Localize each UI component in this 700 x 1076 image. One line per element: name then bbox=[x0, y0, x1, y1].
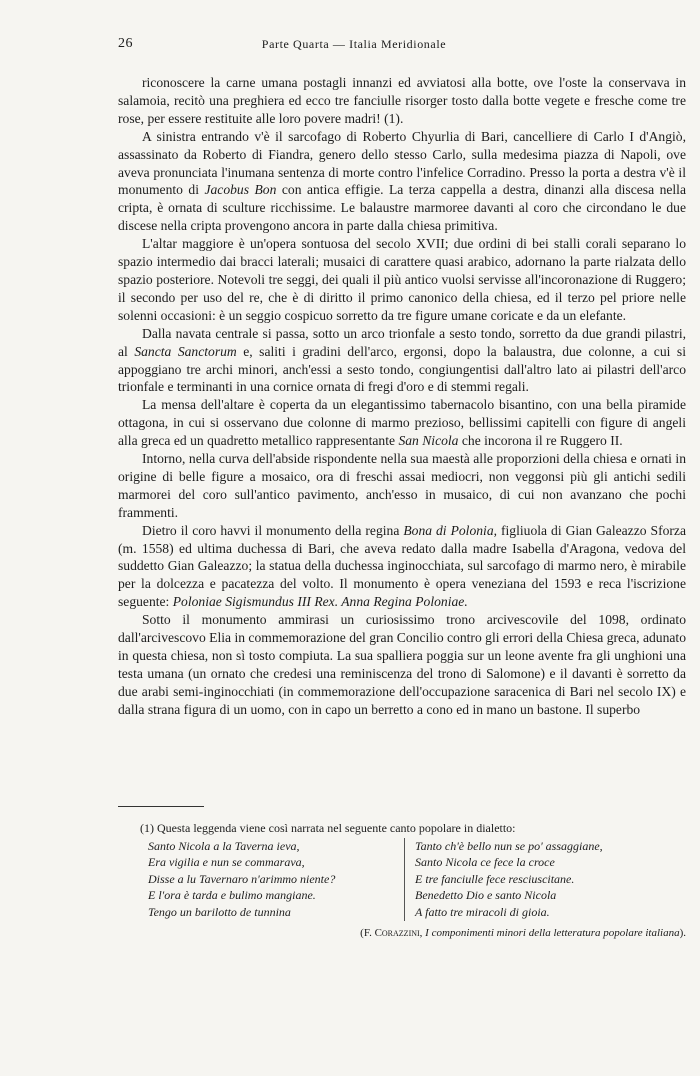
text-run: Dietro il coro havvi il monumento della regina bbox=[142, 522, 404, 538]
poem-line: Disse a lu Tavernaro n'arimmo niente? bbox=[148, 871, 336, 886]
poem-line: A fatto tre miracoli di gioia. bbox=[415, 904, 550, 919]
poem-line: Era vigilia e nun se commarava, bbox=[148, 855, 305, 870]
source-author: F. Corazzini bbox=[363, 926, 420, 939]
body-text bbox=[118, 74, 686, 719]
paragraph bbox=[118, 396, 686, 450]
text-run: e, saliti i gradini dell'arco, ergonsi, dopo la balaustra, due colonne, a cui si appoggiano tre archi minori, anch'essi a sesto tondo, congiungentisi dall'altro lato ai pilastri dell'arco trionfale e terminanti in una cornice ornata di fregi d'oro e di stemmi regali. bbox=[118, 343, 686, 395]
poem-left-column bbox=[118, 838, 388, 921]
poem-line: Benedetto Dio e santo Nicola bbox=[415, 888, 557, 903]
italic-run: San Nicola bbox=[398, 433, 459, 449]
page-header bbox=[118, 36, 590, 52]
paragraph bbox=[118, 611, 686, 718]
paragraph bbox=[118, 450, 686, 522]
source-title: I componimenti minori della letteratura popolare italiana bbox=[425, 926, 680, 939]
text-run: A sinistra entrando v'è il sarcofago di Roberto Chyurlia di Bari, cancelliere di Carlo I d'Angiò, assassinato da Roberto di Fiandra, genero dello stesso Carlo, sulla medesima piazza di Napoli, ove aveva pronunciata l'inumana sentenza di morte contro l'infelice Corradino. Presso la porta a destra v'è il monumento di bbox=[118, 128, 686, 198]
text-run: con antica effigie. La terza cappella a destra, dinanzi alla discesa nella cripta, è ornata di sculture ricchissime. Le balaustre marmoree davanti al coro che circondano le due discese nella cripta provengono ancora in parte dalla chiesa primitiva. bbox=[118, 182, 686, 234]
text-run: Dalla navata centrale si passa, sotto un arco trionfale a sesto tondo, sorretto da due grandi pilastri, al bbox=[118, 325, 686, 359]
poem-line: Santo Nicola ce fece la croce bbox=[415, 855, 555, 870]
footnote-source: (F. Corazzini, I componimenti minori della letteratura popolare italiana). bbox=[360, 926, 686, 939]
text-run: , figliuola di Gian Galeazzo Sforza (m. 1558) ed ultima duchessa di Bari, che aveva redato dalla madre Isabella d'Aragona, vedova del suddetto Gian Galeazzo; la statua della duchessa inginocchiata, sul sarcofago di marmo nero, è mirabile per la dolcezza e pacatezza del volto. Il monumento è opera veneziana del 1593 e reca l'iscrizione seguente: bbox=[118, 522, 687, 610]
text-run: La mensa dell'altare è coperta da un elegantissimo tabernacolo bisantino, con una bella piramide ottagona, in cui si osservano due colonne di marmo prezioso, bellissimi capitelli con figure di angeli alla greca ed un quadretto metallico rappresentante bbox=[118, 397, 686, 449]
poem-line: E l'ora è tarda e bulimo mangiane. bbox=[148, 888, 316, 903]
poem-line: Santo Nicola a la Taverna ieva, bbox=[148, 838, 300, 853]
footnote-intro: (1) Questa leggenda viene così narrata nel seguente canto popolare in dialetto: bbox=[140, 821, 516, 835]
italic-run: Poloniae Sigismundus III Rex. Anna Regina Poloniae. bbox=[172, 594, 468, 610]
dialect-poem bbox=[118, 838, 686, 921]
poem-line: Tanto ch'è bello nun se po' assaggiane, bbox=[415, 838, 603, 853]
text-run: Sotto il monumento ammirasi un curiosissimo trono arcivescovile del 1098, ordinato dall'arcivescovo Elia in commemorazione del gran Concilio contro gli errori della Chiesa greca, adunato in questa chiesa, non sì tosto compiuta. La sua spalliera poggia sur un leone avente fra gli unghioni una testa umana (un ornato che credesi una reminiscenza del trono di Salomone) e il davanti è sorretto da due arabi semi-inginocchiati (in commemorazione dell'occupazione saracenica di Bari nel secolo IX) e dalla strana figura di un uomo, con in capo un berretto a cono ed in mano un bastone. Il superbo bbox=[118, 612, 686, 717]
italic-run: Bona di Polonia bbox=[403, 522, 494, 538]
italic-run: Sancta Sanctorum bbox=[134, 343, 237, 359]
paragraph bbox=[118, 235, 686, 325]
paragraph bbox=[118, 325, 686, 397]
paragraph bbox=[118, 522, 686, 612]
poem-line: Tengo un barilotto de tunnina bbox=[148, 904, 291, 919]
text-run: Intorno, nella curva dell'abside rispondente nella sua maestà alle proporzioni della chiesa e ornati in origine di belle figure a mosaico, ora di freschi assai mediocri, non veggonsi più gli antichi sedili marmorei del coro sull'antico pavimento, anch'esso in musaico, di cui non avanzano che pochi frammenti. bbox=[118, 451, 686, 520]
text-run: L'altar maggiore è un'opera sontuosa del secolo XVII; due ordini di bei stalli corali separano lo spazio intermedio dai bracci laterali; musaici di carattere quasi arabico, adornano la parte rialzata dello spazio posteriore. Notevoli tre seggi, dei quali il più antico vuolsi servisse all'incoronazione di Ruggero; il secondo per uso del re, che è di diritto il primo canonico della chiesa, ed il terzo pel priore nelle solenni occasioni: è un seggio cospicuo sorretto da tre figure umane coricate e da un elefante. bbox=[118, 236, 686, 323]
text-run: riconoscere la carne umana postagli innanzi ed avviatosi alla botte, ove l'oste la conservava in salamoia, recitò una preghiera ed ecco tre fanciulle risorger tosto dalla botte vegete e fresche come tre rose, per essere restituite alle loro povere madri! (1). bbox=[118, 75, 686, 126]
page-number: 26 bbox=[118, 36, 133, 51]
paragraph bbox=[118, 128, 686, 235]
poem-line: E tre fanciulle fece resciuscitane. bbox=[415, 871, 575, 886]
italic-run: Jacobus Bon bbox=[204, 182, 277, 198]
running-title: Parte Quarta — Italia Meridionale bbox=[261, 37, 447, 51]
footnote bbox=[118, 820, 686, 941]
paragraph bbox=[118, 74, 686, 128]
text-run: che incorona il re Ruggero II. bbox=[458, 433, 623, 449]
footnote-rule bbox=[118, 806, 204, 807]
poem-right-column bbox=[404, 838, 603, 921]
